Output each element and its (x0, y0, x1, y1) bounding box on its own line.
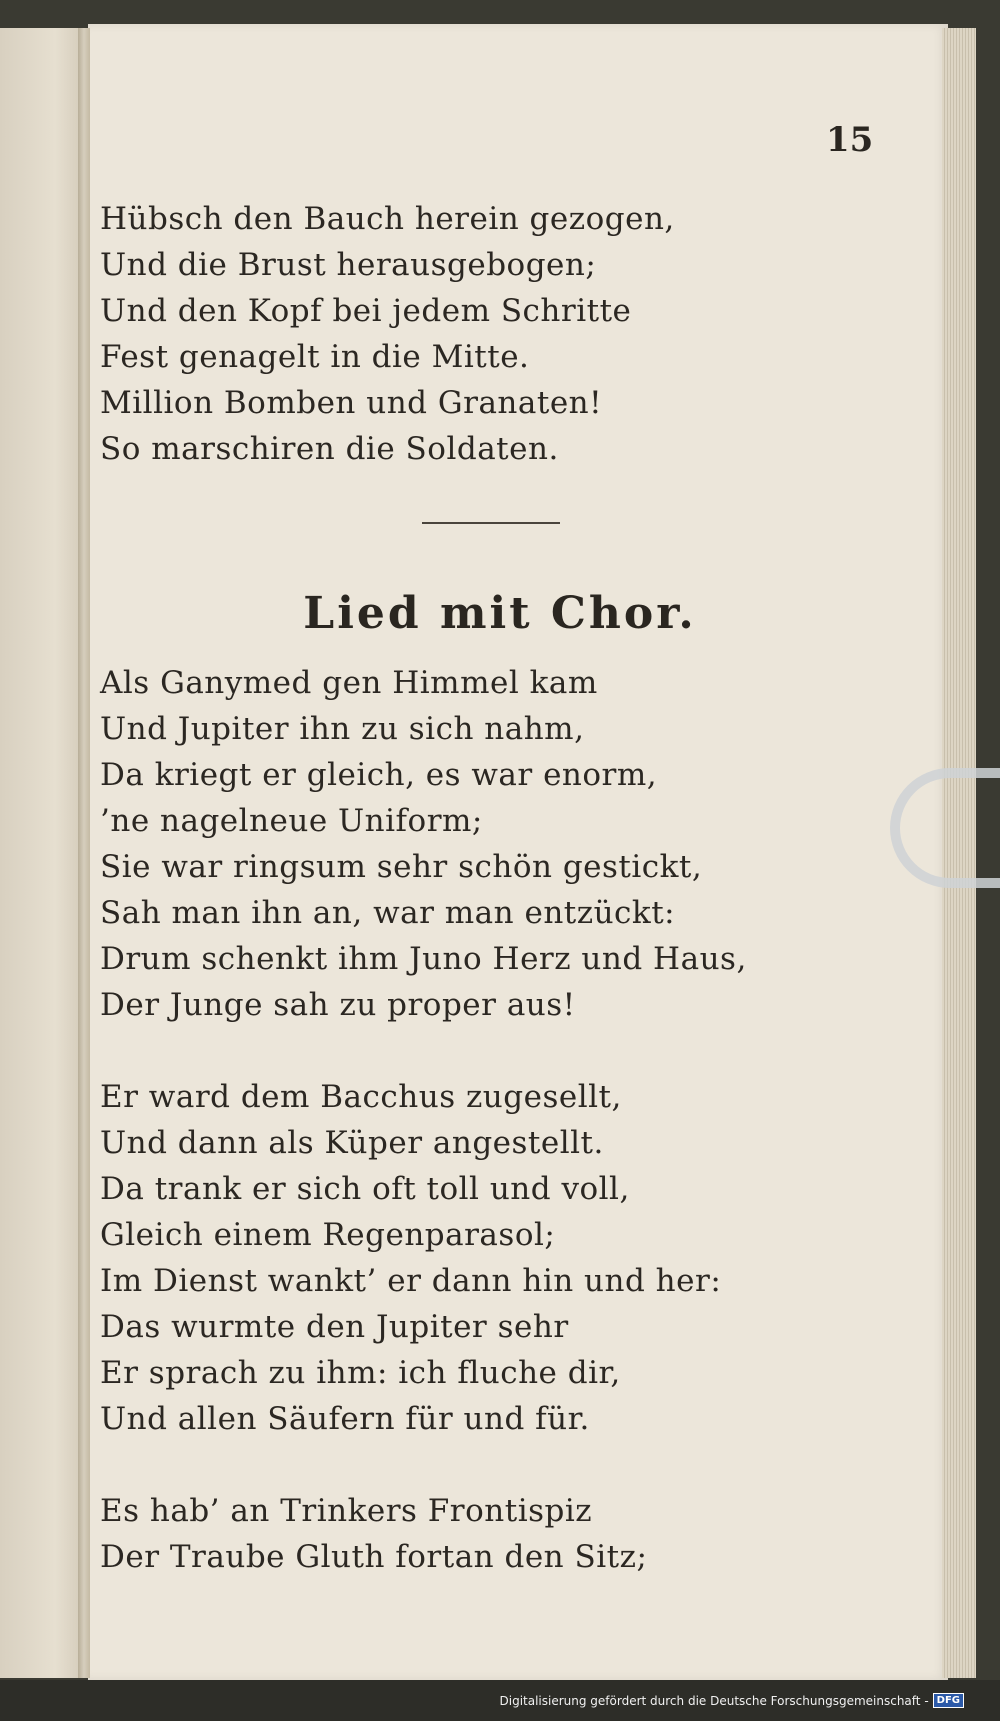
book-gutter (78, 28, 90, 1678)
verse-line: Der Junge sah zu proper aus! (100, 987, 576, 1023)
verse-line: Fest genagelt in die Mitte. (100, 339, 530, 375)
verse-line: Es hab’ an Trinkers Frontispiz (100, 1493, 593, 1529)
verse-line: Sie war ringsum sehr schön gestickt, (100, 849, 703, 885)
verse-line: Hübsch den Bauch herein gezogen, (100, 201, 675, 237)
song-title: Lied mit Chor. (303, 588, 697, 639)
verse-line: Er ward dem Bacchus zugesellt, (100, 1079, 622, 1115)
verse-line: Million Bomben und Granaten! (100, 385, 603, 421)
stanza-2 (100, 660, 747, 1028)
verse-line: Da kriegt er gleich, es war enorm, (100, 757, 658, 793)
verse-line: Und den Kopf bei jedem Schritte (100, 293, 632, 329)
verse-line: Im Dienst wankt’ er dann hin und her: (100, 1263, 722, 1299)
verse-line: Das wurmte den Jupiter sehr (100, 1309, 569, 1345)
verse-line: Und Jupiter ihn zu sich nahm, (100, 711, 585, 747)
funding-credit (500, 1693, 965, 1708)
page-number: 15 (826, 120, 874, 160)
stanza-4 (100, 1488, 647, 1580)
verse-line: Drum schenkt ihm Juno Herz und Haus, (100, 941, 747, 977)
stanza-3 (100, 1074, 721, 1442)
stanza-1 (100, 196, 675, 472)
dfg-logo: DFG (933, 1693, 964, 1708)
page-clip (890, 768, 1000, 888)
verse-line: Und die Brust herausgebogen; (100, 247, 597, 283)
verse-line: Da trank er sich oft toll und voll, (100, 1171, 630, 1207)
verse-line: So marschiren die Soldaten. (100, 431, 559, 467)
verse-line: Als Ganymed gen Himmel kam (100, 665, 598, 701)
section-divider (422, 522, 560, 524)
verse-line: Sah man ihn an, war man entzückt: (100, 895, 676, 931)
verse-line: Er sprach zu ihm: ich fluche dir, (100, 1355, 621, 1391)
verse-line: ’ne nagelneue Uniform; (100, 803, 483, 839)
verse-line: Gleich einem Regenparasol; (100, 1217, 556, 1253)
verse-line: Der Traube Gluth fortan den Sitz; (100, 1539, 648, 1575)
verse-line: Und dann als Küper angestellt. (100, 1125, 604, 1161)
funding-credit-text: Digitalisierung gefördert durch die Deutsche Forschungsgemeinschaft - (499, 1693, 929, 1708)
verse-line: Und allen Säufern für und für. (100, 1401, 590, 1437)
